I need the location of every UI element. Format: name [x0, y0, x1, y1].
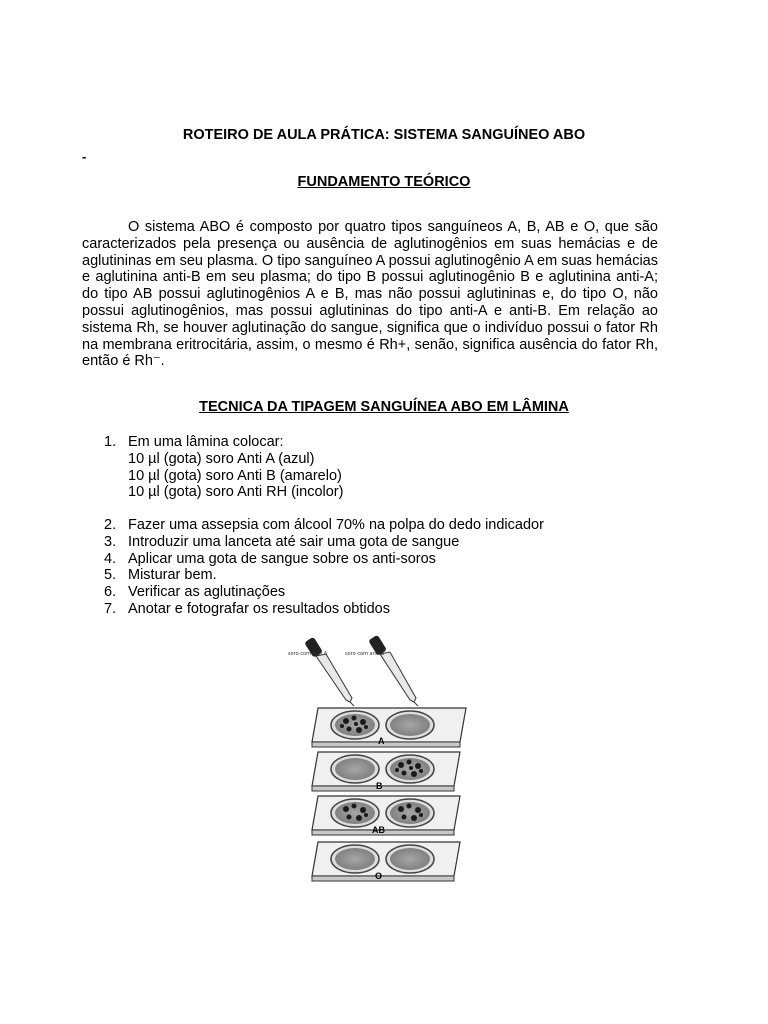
step-number: 4.: [104, 550, 117, 567]
sub-item: 10 µl (gota) soro Anti B (amarelo): [128, 467, 342, 484]
list-item: [82, 601, 682, 618]
step-number: 5.: [104, 567, 117, 584]
step-number: 2.: [104, 517, 117, 533]
theory-paragraph: O sistema ABO é composto por quatro tipos sanguíneos A, B, AB e O, que são caracterizados pela presença ou ausência de aglutinogênios em suas hemácias e de aglutininas em seu plasma. O tipo sanguíneo A possui aglutinogênio A em suas hemácias e aglutinina anti-B em seu plasma; do tipo B possui aglutinogênio B e aglutinina anti-A; do tipo AB possui aglutinogênios A e B, mas não possui aglutininas e, do tipo O, não possui aglutinogênios, mas possui aglutininas do tipo anti-A e anti-B. Em relação ao sistema Rh, se houver aglutinação do sangue, significa que o indivíduo possui o fator Rh na membrana eritrocitária, assim, o mesmo é Rh+, senão, significa ausência do fator Rh, então é Rh⁻.: [82, 219, 658, 370]
section-title-tecnica: TECNICA DA TIPAGEM SANGUÍNEA ABO EM LÂMINA: [199, 399, 569, 415]
step-number: 6.: [104, 584, 117, 601]
slide-o: [312, 842, 460, 881]
slide-a: [312, 708, 466, 747]
list-item: [82, 517, 682, 534]
list-item: [82, 534, 682, 551]
slide-label-o: O: [375, 871, 383, 881]
steps-list-part1: [82, 434, 682, 501]
step-text: Introduzir uma lanceta até sair uma gota de sangue: [128, 533, 460, 550]
dropper-anti-a-icon: [304, 637, 354, 706]
step-number: 7.: [104, 600, 117, 617]
slide-label-a: A: [378, 736, 385, 746]
step-number: 1.: [104, 434, 117, 450]
dash-mark: -: [82, 149, 87, 164]
list-item: [82, 567, 682, 584]
step-number: 3.: [104, 533, 117, 550]
sub-item: 10 µl (gota) soro Anti A (azul): [128, 450, 315, 467]
list-item: [82, 434, 682, 451]
section-title-fundamento: FUNDAMENTO TEÓRICO: [297, 174, 471, 190]
list-item: [82, 551, 682, 568]
dropper-label-b: soro com anti B: [345, 651, 385, 657]
step-text: Aplicar uma gota de sangue sobre os anti-soros: [128, 550, 436, 567]
slide-label-ab: AB: [372, 825, 385, 835]
dropper-label-a: soro com anti A: [288, 651, 328, 657]
step-text: Em uma lâmina colocar:: [128, 434, 284, 450]
sub-item: 10 µl (gota) soro Anti RH (incolor): [128, 484, 344, 501]
blood-typing-illustration: [270, 632, 470, 887]
slide-ab: [312, 796, 460, 835]
dropper-anti-b-icon: [368, 635, 418, 706]
slide-b: [312, 752, 460, 791]
step-text: Fazer uma assepsia com álcool 70% na polpa do dedo indicador: [128, 517, 544, 533]
list-item: [82, 584, 682, 601]
step-text: Verificar as aglutinações: [128, 584, 286, 601]
step-text: Anotar e fotografar os resultados obtidos: [128, 600, 390, 617]
steps-list-part2: [82, 517, 682, 618]
step-text: Misturar bem.: [128, 567, 217, 584]
slide-label-b: B: [376, 781, 383, 791]
page-title: ROTEIRO DE AULA PRÁTICA: SISTEMA SANGUÍNEO ABO: [182, 127, 586, 143]
